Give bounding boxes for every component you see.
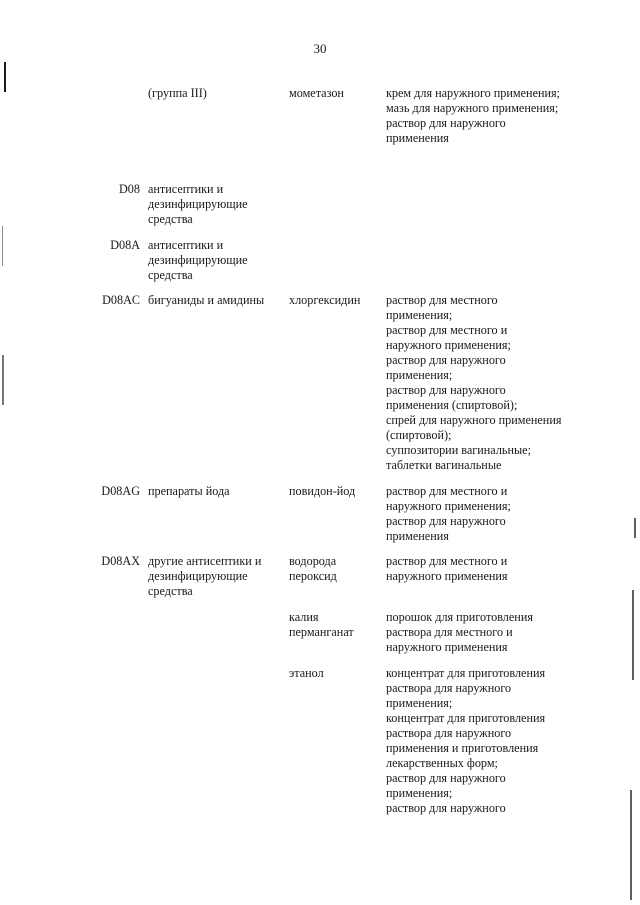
dosage-forms [386, 610, 586, 655]
form-line: концентрат для приготовления [386, 711, 546, 725]
form-line: раствора для наружного [386, 681, 512, 695]
drug-line: калия [289, 610, 319, 624]
drug-name [289, 666, 379, 681]
dosage-forms [386, 666, 586, 816]
group-name [148, 554, 278, 599]
form-line: раствор для наружного [386, 514, 506, 528]
scan-mark [2, 355, 4, 405]
group-line: средства [148, 268, 193, 282]
scan-mark [4, 62, 6, 92]
group-line: средства [148, 584, 193, 598]
drug-line: этанол [289, 666, 324, 680]
group-name [148, 238, 278, 283]
form-line: лекарственных форм; [386, 756, 498, 770]
dosage-forms [386, 86, 586, 146]
group-line: (группа III) [148, 86, 207, 100]
group-line: дезинфицирующие [148, 253, 248, 267]
drug-name [289, 484, 379, 499]
drug-line: перманганат [289, 625, 354, 639]
form-line: применения [386, 529, 449, 543]
drug-line: хлоргексидин [289, 293, 361, 307]
form-line: (спиртовой); [386, 428, 452, 442]
form-line: применения; [386, 308, 453, 322]
scan-mark [2, 226, 3, 266]
form-line: применения [386, 131, 449, 145]
group-name [148, 86, 278, 101]
form-line: наружного применения [386, 569, 508, 583]
form-line: применения; [386, 368, 453, 382]
group-line: антисептики и [148, 238, 224, 252]
form-line: применения (спиртовой); [386, 398, 518, 412]
form-line: раствор для наружного [386, 383, 506, 397]
form-line: применения; [386, 696, 453, 710]
drug-line: водорода [289, 554, 337, 568]
group-line: дезинфицирующие [148, 569, 248, 583]
atc-code: D08A [110, 238, 140, 252]
page-number: 30 [313, 41, 327, 56]
form-line: наружного применения; [386, 338, 511, 352]
drug-line: повидон-йод [289, 484, 356, 498]
atc-code: D08AG [101, 484, 140, 498]
drug-line: пероксид [289, 569, 337, 583]
scan-mark [630, 790, 632, 900]
dosage-forms [386, 554, 586, 584]
form-line: раствор для наружного [386, 353, 506, 367]
form-line: раствор для местного и [386, 323, 508, 337]
drug-name [289, 86, 379, 101]
group-line: бигуаниды и амидины [148, 293, 265, 307]
scan-mark [632, 590, 634, 680]
dosage-forms [386, 293, 586, 473]
group-name [148, 182, 278, 227]
form-line: концентрат для приготовления [386, 666, 546, 680]
form-line: суппозитории вагинальные; [386, 443, 531, 457]
form-line: раствор для наружного [386, 771, 506, 785]
form-line: мазь для наружного применения; [386, 101, 559, 115]
group-line: другие антисептики и [148, 554, 262, 568]
form-line: порошок для приготовления [386, 610, 533, 624]
form-line: наружного применения; [386, 499, 511, 513]
form-line: применения и приготовления [386, 741, 539, 755]
scan-mark [634, 518, 636, 538]
form-line: спрей для наружного применения [386, 413, 562, 427]
form-line: раствора для местного и [386, 625, 513, 639]
form-line: раствор для местного и [386, 554, 508, 568]
group-line: антисептики и [148, 182, 224, 196]
form-line: таблетки вагинальные [386, 458, 502, 472]
form-line: раствора для наружного [386, 726, 512, 740]
atc-code: D08AC [102, 293, 140, 307]
group-line: препараты йода [148, 484, 230, 498]
group-line: дезинфицирующие [148, 197, 248, 211]
form-line: раствор для наружного [386, 801, 506, 815]
atc-code: D08 [119, 182, 140, 196]
group-name [148, 293, 278, 308]
form-line: наружного применения [386, 640, 508, 654]
drug-line: мометазон [289, 86, 344, 100]
drug-name [289, 610, 379, 640]
atc-code: D08AX [101, 554, 140, 568]
drug-name [289, 554, 379, 584]
form-line: крем для наружного применения; [386, 86, 561, 100]
form-line: раствор для местного [386, 293, 498, 307]
form-line: применения; [386, 786, 453, 800]
form-line: раствор для наружного [386, 116, 506, 130]
group-line: средства [148, 212, 193, 226]
form-line: раствор для местного и [386, 484, 508, 498]
drug-name [289, 293, 379, 308]
group-name [148, 484, 278, 499]
dosage-forms [386, 484, 586, 544]
